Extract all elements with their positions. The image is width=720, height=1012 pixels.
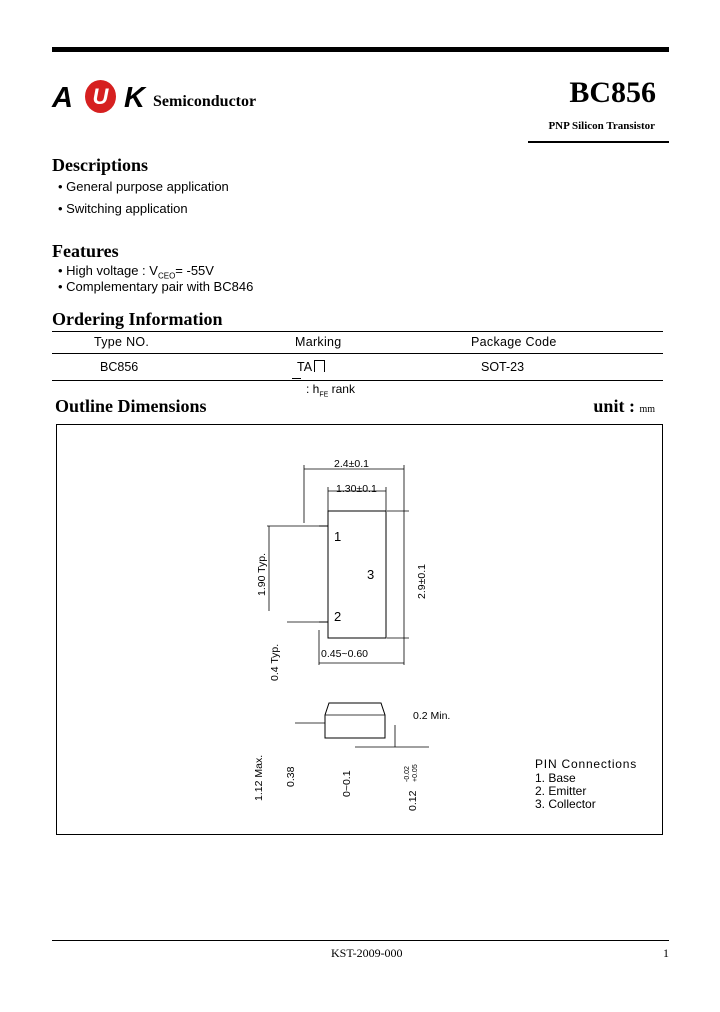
logo-company-name: Semiconductor xyxy=(153,93,257,110)
rank-box-icon xyxy=(314,360,325,372)
tolerance-minus: -0.02 xyxy=(404,766,411,782)
tolerance-plus: +0.05 xyxy=(412,764,419,782)
pin-connection-item: 3. Collector xyxy=(535,797,596,811)
part-subtitle: PNP Silicon Transistor xyxy=(548,120,655,132)
dim-lead-length: 0.45~0.60 xyxy=(321,648,369,660)
pin-connection-item: 1. Base xyxy=(535,771,576,785)
logo-letter-u: U xyxy=(85,80,116,113)
features-heading: Features xyxy=(52,241,119,261)
feature-voltage: • High voltage : $V_{CEO}= -55V$ xyxy=(58,263,214,281)
marking-note xyxy=(306,382,355,398)
dim-min-gap: 0.2 Min. xyxy=(413,710,451,722)
tolerance-base: 0.12 xyxy=(407,790,419,811)
complementary-text: Complementary pair with BC846 xyxy=(66,279,254,294)
table-bottom-rule xyxy=(52,380,663,381)
unit-value: mm xyxy=(639,404,655,415)
pin-connections-title: PIN Connections xyxy=(535,757,638,771)
voltage-subscript: CEO xyxy=(157,271,176,281)
cell-type: BC856 xyxy=(100,360,139,374)
pin-number-3: 3 xyxy=(367,567,375,582)
table-header-rule xyxy=(52,353,663,354)
logo-letter-k: K xyxy=(124,82,145,114)
dim-lead-thickness: 0.38 xyxy=(285,766,297,787)
dim-height: 2.9±0.1 xyxy=(416,564,428,599)
description-item: • General purpose application xyxy=(58,179,229,194)
outline-drawing-box xyxy=(56,424,663,835)
unit-text: unit : xyxy=(593,396,640,416)
dim-standoff: 0~0.1 xyxy=(341,770,353,797)
dim-body-width: 1.30±0.1 xyxy=(336,483,377,495)
dim-max-height: 1.12 Max. xyxy=(253,754,265,801)
column-header-package: Package Code xyxy=(471,335,557,349)
footer-doc-code: KST-2009-000 xyxy=(331,946,403,960)
marking-code: TA xyxy=(297,360,313,374)
cell-package: SOT-23 xyxy=(481,360,525,374)
column-header-type: Type NO. xyxy=(94,335,150,349)
dim-top-width: 2.4±0.1 xyxy=(334,458,369,470)
dim-pin-pitch: 1.90 Typ. xyxy=(256,552,268,596)
part-number: BC856 xyxy=(569,76,656,109)
note-rank: rank xyxy=(328,382,355,396)
outline-heading: Outline Dimensions xyxy=(55,396,207,416)
footer-rule xyxy=(52,940,669,941)
note-label: : h xyxy=(306,382,320,396)
package-side-view xyxy=(325,703,385,738)
description-text: Switching application xyxy=(66,201,188,216)
dim-lead-offset: 0.4 Typ. xyxy=(269,643,281,681)
footer-page-number: 1 xyxy=(663,946,669,960)
voltage-value: = -55V xyxy=(175,263,214,278)
descriptions-heading: Descriptions xyxy=(52,155,148,175)
ordering-heading: Ordering Information xyxy=(52,309,223,329)
note-subscript: FE xyxy=(319,391,329,399)
feature-complementary: • Complementary pair with BC846 xyxy=(58,279,254,294)
description-item: • Switching application xyxy=(58,201,188,216)
pin-number-2: 2 xyxy=(334,609,342,624)
column-header-marking: Marking xyxy=(295,335,342,349)
logo-letter-a: A xyxy=(52,82,73,114)
cell-marking xyxy=(297,360,325,374)
voltage-label: High voltage : V xyxy=(66,263,158,278)
description-text: General purpose application xyxy=(66,179,229,194)
pin-number-1: 1 xyxy=(334,529,342,544)
unit-label xyxy=(593,396,655,417)
table-top-rule xyxy=(52,331,663,332)
top-rule xyxy=(52,47,669,52)
pin-connection-item: 2. Emitter xyxy=(535,784,587,798)
dim-tolerance xyxy=(407,791,419,811)
rank-mark-icon xyxy=(292,378,301,379)
header-rule xyxy=(528,141,669,143)
